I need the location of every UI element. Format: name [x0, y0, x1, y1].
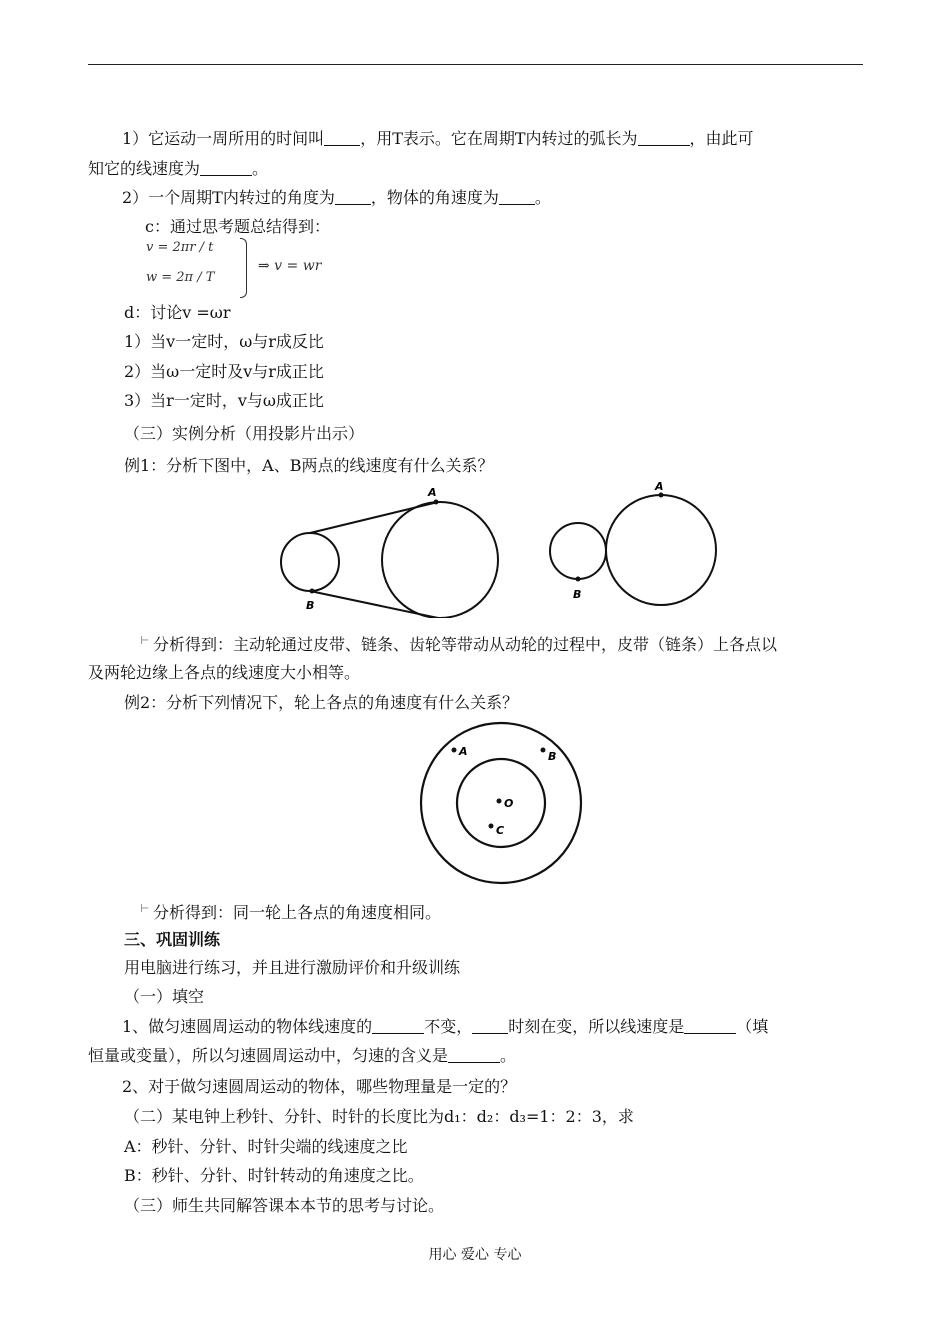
text-line-7: 2）当ω一定时及v与r成正比: [124, 362, 324, 381]
large-wheel: [382, 502, 498, 618]
decor-mark: ⊢: [140, 902, 150, 915]
small-wheel: [281, 533, 339, 591]
text: 。: [500, 1046, 517, 1065]
text-line-9: （三）实例分析（用投影片出示）: [124, 424, 365, 443]
formula-w: w = 2π / T: [146, 270, 215, 285]
text: 不变，: [424, 1017, 473, 1036]
text-line-12: 及两轮边缘上各点的线速度大小相等。: [88, 663, 361, 682]
text-line-22: A：秒针、分针、时针尖端的线速度之比: [124, 1137, 408, 1156]
concentric-wheel-figure: [413, 717, 591, 889]
text: 恒量或变量），所以匀速圆周运动中，匀速的含义是: [88, 1046, 449, 1065]
text: （填: [736, 1017, 769, 1036]
blank: [684, 1015, 736, 1034]
text: 2）一个周期T内转过的角度为: [122, 188, 335, 207]
text-line-20: 2、对于做匀速圆周运动的物体，哪些物理量是一定的？: [122, 1077, 517, 1096]
text: 1、做匀速圆周运动的物体线速度的: [122, 1017, 373, 1036]
label-b: B: [306, 599, 315, 612]
text-line-16: 用电脑进行练习，并且进行激励评价和升级训练: [124, 958, 461, 977]
belt-drive-figure: [278, 478, 508, 618]
text-line-4: c：通过思考题总结得到：: [145, 217, 330, 236]
text: 知它的线速度为: [88, 159, 201, 178]
point-a: [452, 748, 457, 753]
text: 。: [534, 188, 551, 207]
label-a: A: [655, 480, 664, 493]
text-line-1: [122, 124, 863, 154]
label-a: A: [428, 486, 437, 499]
text-line-11: 分析得到：主动轮通过皮带、链条、齿轮等带动从动轮的过程中，皮带（链条）上各点以: [153, 635, 778, 654]
text-line-23: B：秒针、分针、时针转动的角速度之比。: [124, 1166, 424, 1185]
belt-top: [310, 502, 438, 533]
text-line-14: 分析得到：同一轮上各点的角速度相同。: [153, 903, 442, 922]
section-heading: 三、巩固训练: [124, 930, 221, 949]
text-line-3: [122, 183, 897, 213]
text-line-8: 3）当r一定时，v与ω成正比: [124, 391, 324, 410]
blank: [372, 1015, 424, 1034]
label-o: O: [504, 797, 514, 810]
text: 1）它运动一周所用的时间叫: [122, 129, 325, 148]
point-o: [497, 799, 502, 804]
blank: [324, 127, 360, 146]
text-line-18: [122, 1012, 863, 1042]
text: ，物体的角速度为: [370, 188, 499, 207]
blank: [472, 1015, 508, 1034]
blank: [638, 127, 690, 146]
brace: [240, 238, 247, 298]
decor-mark: ⊢: [140, 634, 150, 647]
blank: [448, 1044, 500, 1063]
belt-bottom: [310, 591, 438, 618]
point-b: [541, 748, 546, 753]
label-a: A: [459, 745, 468, 758]
label-c: C: [496, 824, 505, 837]
point-a: [659, 493, 664, 498]
header-rule: [88, 64, 863, 65]
text-line-5: d：讨论v =ωr: [124, 303, 231, 322]
formula-result: ⇒ v = wr: [258, 258, 322, 274]
blank: [499, 186, 535, 205]
blank: [335, 186, 371, 205]
point-c: [489, 824, 494, 829]
label-b: B: [573, 588, 582, 601]
point-b: [310, 589, 315, 594]
label-b: B: [548, 750, 557, 763]
text-line-24: （三）师生共同解答课本本节的思考与讨论。: [124, 1196, 445, 1215]
text-line-21: （二）某电钟上秒针、分针、时针的长度比为d₁：d₂：d₃=1：2：3，求: [124, 1107, 634, 1126]
text-line-2: [88, 154, 863, 184]
blank: [200, 157, 252, 176]
large-wheel: [606, 495, 716, 605]
point-a: [434, 500, 439, 505]
point-b: [576, 577, 581, 582]
text: ，由此可: [689, 129, 754, 148]
contact-wheels-figure: [545, 478, 725, 618]
text-line-10: 例1：分析下图中，A、B两点的线速度有什么关系？: [124, 456, 494, 475]
outer-circle: [421, 723, 581, 883]
text-line-19: [88, 1041, 863, 1071]
text-line-6: 1）当v一定时，ω与r成反比: [124, 332, 324, 351]
formula-v: v = 2πr / t: [146, 240, 214, 255]
text-line-17: （一）填空: [124, 987, 205, 1006]
text: 时刻在变，所以线速度是: [508, 1017, 685, 1036]
text: ，用T表示。它在周期T内转过的弧长为: [360, 129, 638, 148]
text-line-13: 例2：分析下列情况下，轮上各点的角速度有什么关系？: [124, 693, 519, 712]
text: 。: [252, 159, 269, 178]
page-footer: 用心 爱心 专心: [428, 1247, 522, 1263]
small-wheel: [550, 523, 606, 579]
formula-block: [138, 238, 378, 300]
